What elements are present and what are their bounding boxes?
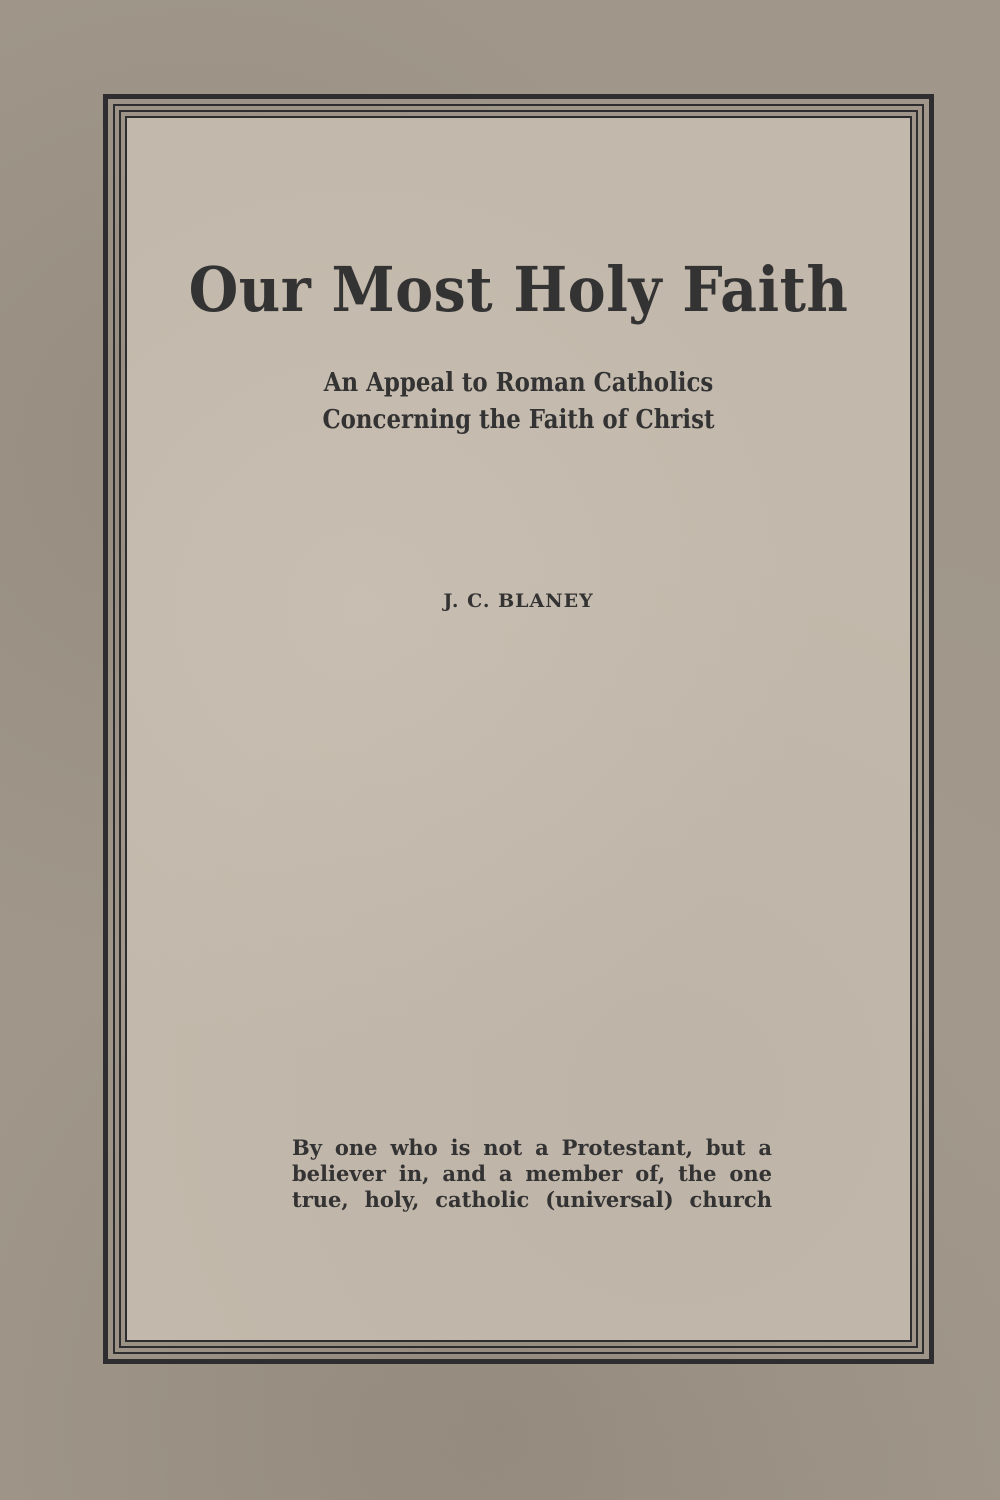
cover-border-frame	[103, 94, 934, 1364]
note-line-1: By one who is not a Protestant, but a	[292, 1135, 772, 1160]
border-line-inner	[125, 116, 912, 1342]
author-name: J. C. BLANEY	[443, 590, 594, 612]
note-line-3: true, holy, catholic (universal) church	[292, 1187, 772, 1212]
subtitle-line-1: An Appeal to Roman Catholics	[323, 368, 714, 398]
note-line-2: believer in, and a member of, the one	[292, 1161, 772, 1186]
subtitle-line-2: Concerning the Faith of Christ	[322, 405, 715, 435]
book-title: Our Most Holy Faith	[188, 253, 849, 326]
